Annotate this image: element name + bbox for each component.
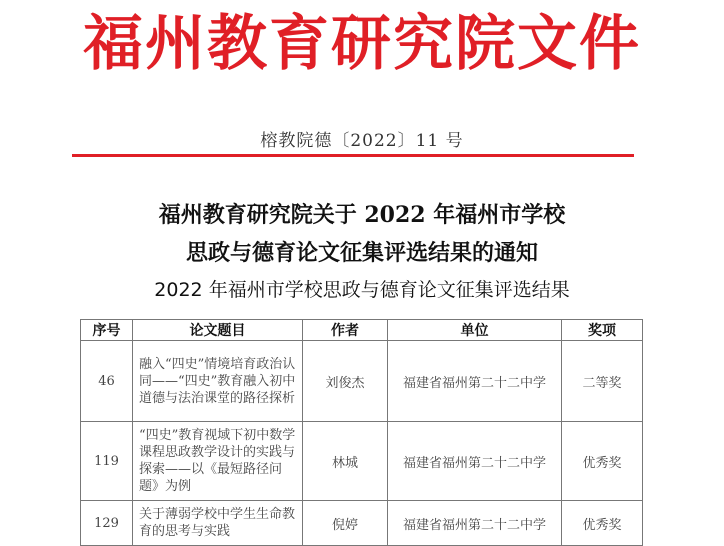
- results-subtitle: 2022 年福州市学校思政与德育论文征集评选结果: [154, 279, 570, 301]
- cell-award: 优秀奖: [562, 501, 643, 546]
- cell-author: 刘俊杰: [303, 341, 388, 422]
- table-row: [81, 341, 643, 422]
- red-divider-line: [72, 154, 634, 157]
- document-masthead: 福州教育研究院文件: [83, 9, 641, 79]
- cell-award: 二等奖: [562, 341, 643, 422]
- cell-title: “四史”教育视域下初中数学课程思政教学设计的实践与探索——以《最短路径问题》为例: [133, 422, 303, 501]
- cell-title: 关于薄弱学校中学生生命教育的思考与实践: [133, 501, 303, 546]
- cell-number: 46: [81, 341, 133, 422]
- cell-title: 融入“四史”情境培育政治认同——“四史”教育融入初中道德与法治课堂的路径探析: [133, 341, 303, 422]
- column-header-unit: 单位: [388, 320, 562, 341]
- cell-unit: 福建省福州第二十二中学: [388, 422, 562, 501]
- notice-title-line-2: 思政与德育论文征集评选结果的通知: [185, 240, 538, 266]
- column-header-number: 序号: [81, 320, 133, 341]
- cell-number: 119: [81, 422, 133, 501]
- document-number: 榕教院德〔2022〕11 号: [260, 131, 464, 151]
- column-header-award: 奖项: [562, 320, 643, 341]
- cell-unit: 福建省福州第二十二中学: [388, 341, 562, 422]
- notice-title-line-1: 福州教育研究院关于 2022 年福州市学校: [158, 202, 566, 228]
- cell-unit: 福建省福州第二十二中学: [388, 501, 562, 546]
- table-row: [81, 501, 643, 546]
- cell-author: 林城: [303, 422, 388, 501]
- table-header-row: [81, 320, 643, 341]
- cell-number: 129: [81, 501, 133, 546]
- cell-award: 优秀奖: [562, 422, 643, 501]
- table-row: [81, 422, 643, 501]
- column-header-title: 论文题目: [133, 320, 303, 341]
- results-table: [80, 319, 643, 546]
- column-header-author: 作者: [303, 320, 388, 341]
- cell-author: 倪婷: [303, 501, 388, 546]
